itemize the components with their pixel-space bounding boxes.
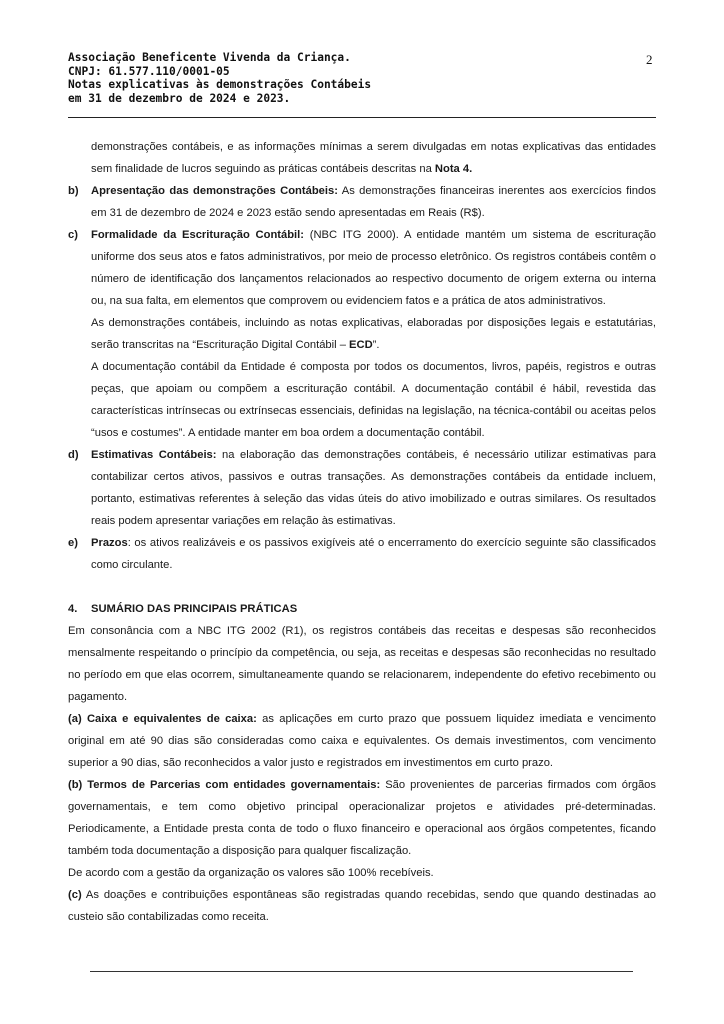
section-4-item-a-title: (a) Caixa e equivalentes de caixa: bbox=[68, 713, 257, 725]
item-a-text: demonstrações contábeis, e as informações mínimas a serem divulgadas em notas explicativas das entidades sem finalidade de lucros seguindo as práticas contábeis descritas na bbox=[91, 141, 656, 175]
item-c-p2-bold: ECD bbox=[349, 339, 373, 351]
section-4-item-a-text: as aplicações em curto prazo que possuem liquidez imediata e vencimento original em até 90 dias são consideradas como caixa e equivalentes. Os demais investimentos, com vencimento superior a 90 dias, são reconhecidos a valor justo e registrados em investimentos em curto prazo. bbox=[68, 713, 657, 769]
item-a-note-ref: Nota 4. bbox=[434, 163, 473, 175]
item-d-label: d) bbox=[68, 449, 79, 461]
page-number: 2 bbox=[646, 52, 653, 67]
header-org-name: Associação Beneficente Vivenda da Criança. bbox=[68, 51, 351, 64]
item-c-p2-text: As demonstrações contábeis, incluindo as notas explicativas, elaboradas por disposições legais e estatutárias, serão transcritas na “Escrituração Digital Contábil – bbox=[91, 317, 656, 351]
item-d-text: na elaboração das demonstrações contábeis, é necessário utilizar estimativas para contabilizar certos ativos, passivos e outras transações. As demonstrações contábeis da entidade incluem, portanto, estimativas referentes à seleção das vidas úteis do ativo imobilizado e outras similares. Os resultados reais podem apresentar variações em relação às estimativas. bbox=[91, 449, 656, 527]
item-b-label: b) bbox=[68, 185, 79, 197]
item-b-text: As demonstrações financeiras inerentes aos exercícios findos em 31 de dezembro de 2024 e 2023 estão sendo apresentadas em Reais (R$). bbox=[91, 185, 657, 219]
section-4-item-c bbox=[68, 884, 656, 928]
item-e bbox=[68, 532, 656, 576]
footer-divider bbox=[90, 971, 633, 972]
item-c-title: Formalidade da Escrituração Contábil: bbox=[91, 229, 304, 241]
item-e-label: e) bbox=[68, 537, 78, 549]
document-header bbox=[68, 51, 588, 105]
item-e-title: Prazos bbox=[91, 537, 128, 549]
item-e-text: : os ativos realizáveis e os passivos exigíveis até o encerramento do exercício seguinte são classificados como circulante. bbox=[91, 537, 656, 571]
section-4-intro: Em consonância com a NBC ITG 2002 (R1), os registros contábeis das receitas e despesas são reconhecidos mensalmente respeitando o princípio da competência, ou seja, as receitas e despesas são reconhecidas no resultado no período em que elas ocorrem, simultaneamente quando se relacionarem, independente do efetivo recebimento ou pagamento. bbox=[68, 625, 656, 703]
section-4-item-a bbox=[68, 708, 656, 774]
section-4-item-c-text: As doações e contribuições espontâneas são registradas quando recebidas, sendo que quando destinadas ao custeio são contabilizadas como receita. bbox=[68, 889, 656, 923]
section-4-heading bbox=[68, 598, 656, 620]
section-4-item-c-title: (c) bbox=[68, 889, 82, 901]
section-4-item-b-text: São provenientes de parcerias firmados com órgãos governamentais, e tem como objetivo principal operacionalizar projetos e atividades pré-determinadas. Periodicamente, a Entidade presta conta de todo o fluxo financeiro e operacional aos órgãos competentes, ficando também toda documentação a disposição para qualquer fiscalização. bbox=[68, 779, 656, 857]
item-b bbox=[68, 180, 656, 224]
item-d-title: Estimativas Contábeis: bbox=[91, 449, 217, 461]
header-doc-title: Notas explicativas às demonstrações Contábeis bbox=[68, 78, 372, 92]
section-4-item-b-title: (b) Termos de Parcerias com entidades governamentais: bbox=[68, 779, 381, 791]
section-4-title: SUMÁRIO DAS PRINCIPAIS PRÁTICAS bbox=[91, 603, 298, 615]
item-a-continuation bbox=[68, 136, 656, 180]
header-divider bbox=[68, 117, 656, 118]
document-body bbox=[68, 136, 656, 928]
section-4-number: 4. bbox=[68, 603, 78, 615]
item-c-paragraph-2 bbox=[91, 312, 656, 356]
header-cnpj: CNPJ: 61.577.110/0001-05 bbox=[68, 64, 230, 78]
header-date: em 31 de dezembro de 2024 e 2023. bbox=[68, 91, 291, 105]
item-d bbox=[68, 444, 656, 532]
section-4-item-b-note: De acordo com a gestão da organização os valores são 100% recebíveis. bbox=[68, 867, 434, 879]
item-c-p2-end: ”. bbox=[372, 339, 380, 351]
item-c-text: (NBC ITG 2000). A entidade mantém um sistema de escrituração uniforme dos seus atos e fatos administrativos, por meio de processo eletrônico. Os registros contábeis contêm o número de identificação dos lançamentos relacionados ao respectivo documento de origem externa ou interna ou, na sua falta, em elementos que comprovem ou evidenciem fatos e a prática de atos administrativos. bbox=[91, 229, 656, 307]
section-4-item-b bbox=[68, 774, 656, 862]
item-c bbox=[68, 224, 656, 444]
item-b-title: Apresentação das demonstrações Contábeis: bbox=[91, 185, 338, 197]
item-c-paragraph-3: A documentação contábil da Entidade é composta por todos os documentos, livros, papéis, registros e outras peças, que apoiam ou compõem a escrituração contábil. A documentação contábil é hábil, revestida das características intrínsecas ou extrínsecas essenciais, definidas na legislação, na técnica-contábil ou aceitas pelos “usos e costumes”. A entidade manter em boa ordem a documentação contábil. bbox=[91, 361, 656, 439]
item-c-label: c) bbox=[68, 229, 78, 241]
